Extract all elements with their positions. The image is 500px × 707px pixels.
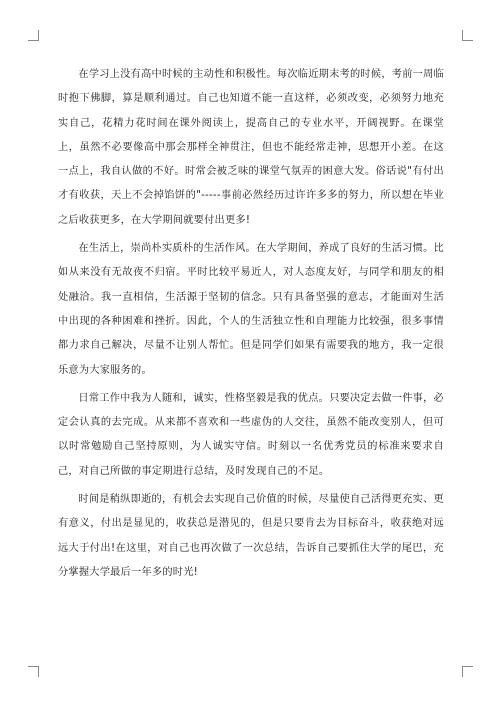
margin-corner-bottom-left (28, 666, 39, 677)
margin-corner-bottom-right (462, 666, 473, 677)
paragraph-study: 在学习上没有高中时候的主动性和积极性。每次临近期末考的时候，考前一周临时抱下佛脚，算是顺利通过。自己也知道不能一直这样，必须改变，必须努力地充实自己，花精力花时间在课外阅读上，提高自己的专业水平，开阔视野。在课堂上，虽然不必要像高中那会那样全神贯注，但也不能经常走神，思想开小差。在这一点上，我自认做的不好。时常会被乏味的课堂气氛弄的困意大发。俗话说"有付出才有收获，天上不会掉馅饼的"-----事前必然经历过许许多多的努力，所以想在毕业之后收获更多，在大学期间就要付出更多! (58, 69, 444, 226)
margin-corner-top-right (462, 30, 473, 41)
margin-corner-top-left (28, 30, 39, 41)
paragraph-life: 在生活上，崇尚朴实质朴的生活作风。在大学期间，养成了良好的生活习惯。比如从来没有无故夜不归宿。平时比较平易近人，对人态度友好，与同学和朋友的相处融洽。我一直相信，生活源于坚韧的信念。只有具备坚强的意志，才能面对生活中出现的各种困难和挫折。因此，个人的生活独立性和自理能力比较强，很多事情都力求自己解决，尽量不让别人帮忙。但是同学们如果有需要我的地方，我一定很乐意为大家服务的。 (58, 243, 444, 376)
document-body (58, 63, 444, 589)
paragraph-work: 日常工作中我为人随和，诚实，性格坚毅是我的优点。只要决定去做一件事，必定会认真的去完成。从来都不喜欢和一些虚伪的人交往，虽然不能改变别人，但可以时常勉励自己坚持原则，为人诚实守信。时刻以一名优秀党员的标准来要求自己，对自己所做的事定期进行总结，及时发现自己的不足。 (58, 392, 444, 477)
paragraph-conclusion: 时间是稍纵即逝的，有机会去实现自己价值的时候，尽量使自己活得更充实、更有意义，付出是显见的，收获总是潜见的，但是只要肯去为目标奋斗，收获绝对远远大于付出!在这里，对自己也再次做了一次总结，告诉自己要抓住大学的尾巴，充分掌握大学最后一年多的时光! (58, 494, 444, 578)
